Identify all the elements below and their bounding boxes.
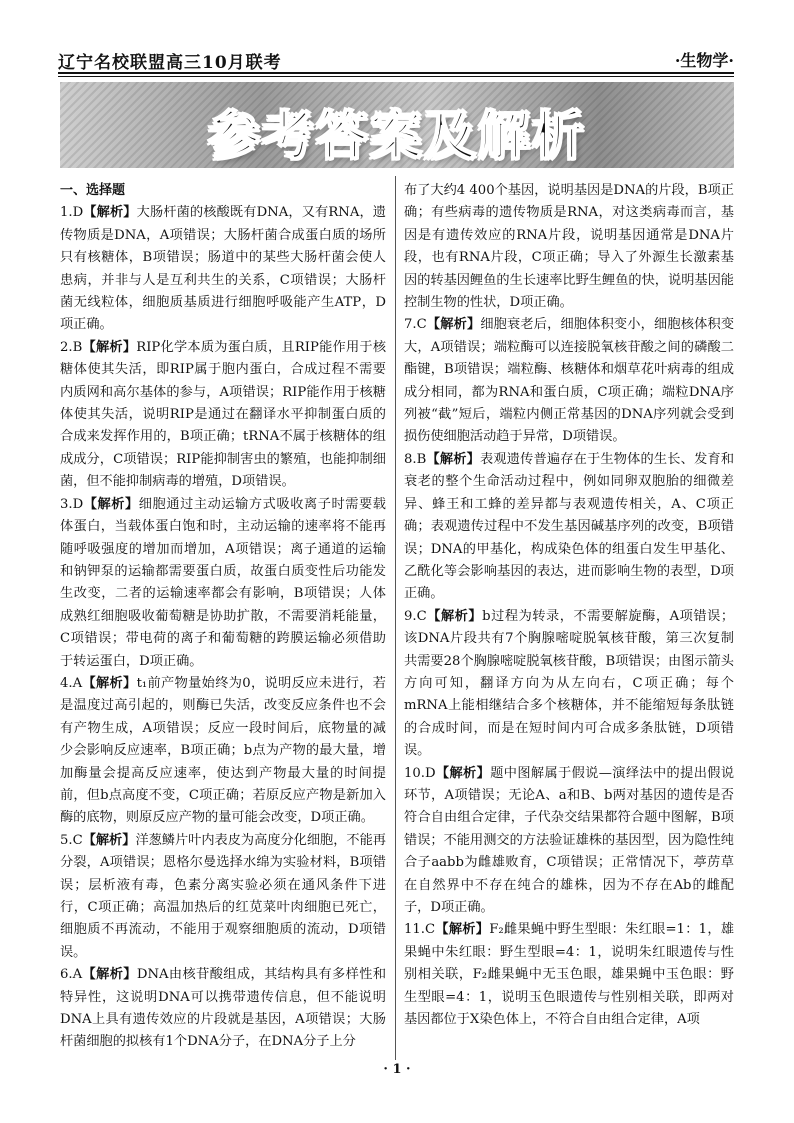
analysis-tag: 【解析】 — [82, 675, 137, 691]
answer-item — [404, 919, 734, 1031]
answer-number: 6.A — [60, 967, 83, 983]
analysis-tag: 【解析】 — [426, 608, 483, 624]
answer-item — [404, 763, 734, 920]
answer-number: 5.C — [60, 832, 83, 848]
title-banner — [60, 82, 734, 168]
answer-text: 细胞通过主动运输方式吸收离子时需要载体蛋白，当载体蛋白饱和时，主动运输的速率将不能再随呼吸强度的增加而增加，A项错误；离子通道的运输和钠钾泵的运输都需要蛋白质，故蛋白质变性后功能发生改变，二者的运输速率都会有影响，B项错误；人体成熟红细胞吸收葡萄糖是协助扩散，不需要消耗能量，C项错误；带电荷的离子和葡萄糖的跨膜运输必须借助于转运蛋白，D项正确。 — [60, 496, 386, 669]
right-answer-list — [404, 180, 734, 1031]
analysis-tag: 【解析】 — [82, 832, 136, 848]
answer-number: 8.B — [404, 451, 427, 467]
banner-title: 参考答案及解析 — [207, 107, 586, 167]
answer-item — [404, 449, 734, 606]
answer-text: 洋葱鳞片叶内表皮为高度分化细胞，不能再分裂，A项错误；恩格尔曼选择水绵为实验材料，B项错误；层析液有毒，色素分离实验必须在通风条件下进行，C项正确；高温加热后的红苋菜叶肉细胞已死亡，细胞质不再流动，不能用于观察细胞质的流动，D项错误。 — [60, 832, 386, 960]
answer-number: 10.D — [404, 765, 436, 781]
answer-item — [404, 180, 734, 314]
answer-item — [60, 830, 386, 964]
answer-number: 9.C — [404, 608, 427, 624]
answer-text: t₁前产物量始终为0，说明反应未进行，若是温度过高引起的，则酶已失活，改变反应条件也不会有产物生成，A项错误；反应一段时间后，底物量的减少会影响反应速率，B项正确；b点为产物的最大量，增加酶量会提高反应速率，使达到产物最大量的时间提前，但b点高度不变，C项正确；若原反应产物是新加入酶的底物，则原反应产物的量可能会改变，D项正确。 — [60, 675, 386, 826]
answer-item — [404, 314, 734, 448]
answer-text: F₂雌果蝇中野生型眼：朱红眼=1：1，雄果蝇中朱红眼：野生型眼=4：1，说明朱红眼遗传与性别相关联，F₂雌果蝇中无玉色眼，雄果蝇中玉色眼：野生型眼=4：1，说明玉色眼遗传与性别相关联，即两对基因都位于X染色体上，不符合自由组合定律，A项 — [404, 922, 735, 1028]
analysis-tag: 【解析】 — [435, 922, 490, 938]
answer-number: 11.C — [404, 922, 436, 938]
answer-text: 题中图解属于假说—演绎法中的提出假说环节，A项错误；无论A、a和B、b两对基因的遗传是否符合自由组合定律，子代杂交结果都符合题中图解，B项错误；不能用测交的方法验证雄株的基因型，因为隐性纯合子aabb为雌雄败育，C项错误；正常情况下，葶苈草在自然界中不存在纯合的雄株，因为不存在Ab的雌配子，D项正确。 — [404, 765, 735, 915]
column-divider — [395, 176, 396, 1060]
left-column — [60, 180, 386, 1054]
exam-title: 辽宁名校联盟高三10月联考 — [58, 53, 282, 73]
page-header — [58, 46, 734, 72]
analysis-tag: 【解析】 — [83, 205, 137, 221]
subject-label: ·生物学· — [674, 51, 734, 70]
answer-item — [60, 202, 386, 336]
answer-item — [60, 964, 386, 1054]
answer-text: 布了大约4 400个基因，说明基因是DNA的片段，B项正确；有些病毒的遗传物质是RNA，对这类病毒而言，基因是有遗传效应的RNA片段，说明基因通常是DNA片段，也有RNA片段，C项正确；导入了外源生长激素基因的转基因鲤鱼的生长速率比野生鲤鱼的快，说明基因能控制生物的性状，D项正确。 — [404, 183, 734, 311]
answer-item — [404, 606, 734, 763]
analysis-tag: 【解析】 — [82, 967, 137, 983]
answer-item — [60, 673, 386, 830]
left-answer-list — [60, 202, 386, 1053]
header-rule — [58, 72, 734, 74]
answer-number: 1.D — [60, 205, 84, 221]
answer-item — [60, 337, 386, 494]
answer-item — [60, 494, 386, 673]
answer-text: DNA由核苷酸组成，其结构具有多样性和特异性，这说明DNA可以携带遗传信息，但不能说明DNA上具有遗传效应的片段就是基因，A项错误；大肠杆菌细胞的拟核有1个DNA分子，在DNA分子上分 — [60, 967, 387, 1050]
answer-text: b过程为转录，不需要解旋酶，A项错误；该DNA片段共有7个胸腺嘧啶脱氧核苷酸，第三次复制共需要28个胸腺嘧啶脱氧核苷酸，B项错误；由图示箭头方向可知，翻译方向为从左向右，C项正确；每个mRNA上能相继结合多个核糖体，并不能缩短每条肽链的合成时间，而是在短时间内可合成多条肽链，D项错误。 — [404, 608, 735, 759]
answer-text: 细胞衰老后，细胞体积变小，细胞核体积变大，A项错误；端粒酶可以连接脱氧核苷酸之间的磷酸二酯键，B项错误；端粒酶、核糖体和烟草花叶病毒的组成成分相同，都为RNA和蛋白质，C项正确；端粒DNA序列被“截”短后，端粒内侧正常基因的DNA序列就会受到损伤使细胞活动趋于异常，D项错误。 — [404, 317, 735, 445]
answer-number: 7.C — [404, 317, 427, 333]
answer-number: 4.A — [60, 675, 83, 691]
section-heading: 一、选择题 — [60, 183, 126, 198]
analysis-tag: 【解析】 — [426, 317, 481, 333]
page-number: · 1 · — [383, 1062, 411, 1077]
answer-number: 2.B — [60, 339, 83, 355]
answer-number: 3.D — [60, 496, 84, 512]
analysis-tag: 【解析】 — [435, 765, 491, 781]
right-column — [404, 180, 734, 1031]
analysis-tag: 【解析】 — [83, 496, 139, 512]
header-rule-thin — [58, 76, 734, 77]
analysis-tag: 【解析】 — [426, 451, 480, 467]
answer-text: 表观遗传普遍存在于生物体的生长、发育和衰老的整个生命活动过程中，例如同卵双胞胎的细微差异、蜂王和工蜂的差异都与表观遗传相关，A、C项正确；表观遗传过程中不发生基因碱基序列的改变，B项错误；DNA的甲基化，构成染色体的组蛋白发生甲基化、乙酰化等会影响基因的表达，进而影响生物的表型，D项正确。 — [404, 451, 735, 602]
answer-text: RIP化学本质为蛋白质，且RIP能作用于核糖体使其失活，即RIP属于胞内蛋白，合成过程不需要内质网和高尔基体的参与，A项错误；RIP能作用于核糖体使其失活，说明RIP是通过在翻译水平抑制蛋白质的合成来发挥作用的，B项正确；tRNA不属于核糖体的组成成分，C项错误；RIP能抑制害虫的繁殖，也能抑制细菌，但不能抑制病毒的增殖，D项错误。 — [60, 339, 387, 490]
analysis-tag: 【解析】 — [82, 339, 137, 355]
answer-text: 大肠杆菌的核酸既有DNA，又有RNA，遗传物质是DNA，A项错误；大肠杆菌合成蛋白质的场所只有核糖体，B项错误；肠道中的某些大肠杆菌会使人患病，并非与人是互利共生的关系，C项错误；大肠杆菌无线粒体，细胞质基质进行细胞呼吸能产生ATP，D项正确。 — [60, 205, 386, 333]
